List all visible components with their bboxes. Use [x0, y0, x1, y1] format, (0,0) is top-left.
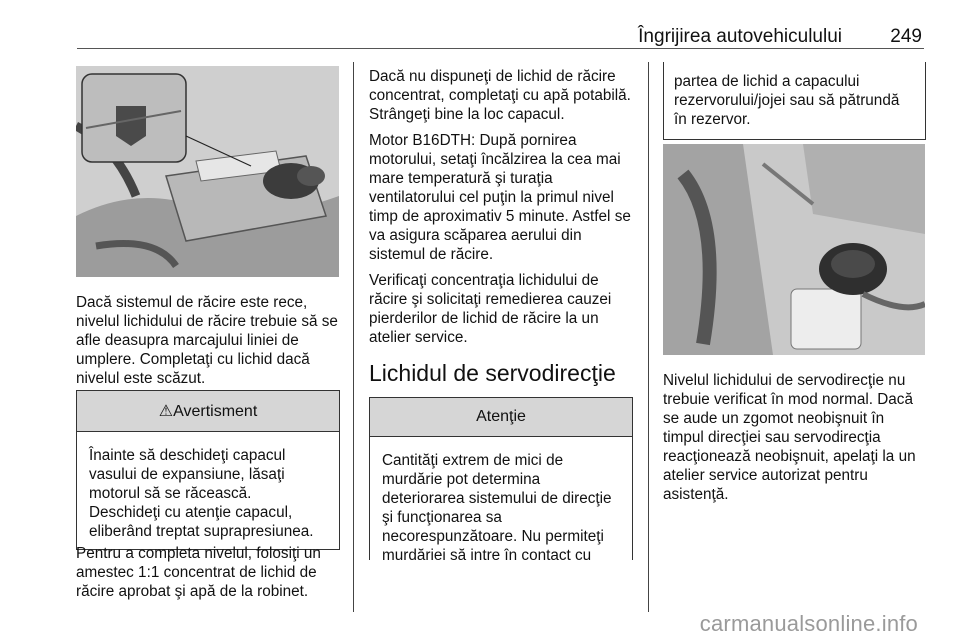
warning-body: Înainte să deschideţi capacul vasului de expansiune, lăsaţi motorul să se răcească. Deschideţi cu atenţie capacul, eliberând treptat suprapresiunea. [89, 447, 314, 540]
watermark: carmanualsonline.info [699, 611, 918, 636]
caution-box [369, 397, 633, 564]
power-steering-paragraph: Nivelul lichidului de servodirecţie nu trebuie verificat în mod normal. Dacă se aude un zgomot neobişnuit în timpul direcţiei sau servodirecţia reacţionează neobişnuit, apelaţi la un atelier service autorizat pentru asistenţă. [663, 372, 916, 503]
header-rule [77, 48, 924, 49]
power-steering-reservoir-photo [663, 144, 925, 355]
page-title: Îngrijirea autovehiculului [638, 26, 842, 47]
warning-box [76, 390, 340, 550]
caution-body: Cantităţi extrem de mici de murdărie pot determina deteriorarea sistemului de direcţie şi funcţionarea sa necorespunzătoare. Nu permiteţi murdăriei să intre în contact cu [382, 452, 612, 564]
coolant-mix-paragraph: Pentru a completa nivelul, folosiţi un amestec 1:1 concentrat de lichid de răcire aprobat şi apă de la robinet. [76, 545, 321, 600]
coolant-level-paragraph: Dacă sistemul de răcire este rece, nivelul lichidului de răcire trebuie să se afle deasupra marcajului liniei de umplere. Completaţi cu lichid dacă nivelul este scăzut. [76, 294, 338, 387]
warning-title: Avertisment [173, 403, 258, 420]
column-divider-1 [353, 62, 354, 612]
coolant-check-paragraph: Verificaţi concentraţia lichidului de răcire şi solicitaţi remedierea cauzei pierderilor de lichid de răcire la un atelier service. [369, 272, 612, 346]
engine-coolant-reservoir-photo [76, 66, 339, 277]
page-number: 249 [890, 26, 922, 47]
page-header [0, 14, 960, 46]
warning-icon: ⚠ [158, 403, 174, 420]
caution-continued-text: partea de lichid a capacului rezervorului/jojei sau să pătrundă în rezervor. [674, 73, 900, 128]
column-divider-2 [648, 62, 649, 612]
column-3-text [663, 371, 927, 511]
b16dth-paragraph: Motor B16DTH: După pornirea motorului, setaţi încălzirea la cea mai mare temperatură şi turaţia ventilatorului cel puţin la primul nivel timp de aproximativ 5 minute. Astfel se va asigura scăparea aerului din sistemul de răcire. [369, 132, 631, 263]
warning-header [77, 391, 339, 432]
water-refill-paragraph: Dacă nu dispuneţi de lichid de răcire concentrat, completaţi cu apă potabilă. Strângeţi bine la loc capacul. [369, 68, 631, 123]
caution-box-continued [663, 62, 926, 140]
power-steering-heading: Lichidul de servodirecţie [369, 360, 616, 386]
column-1-text [76, 293, 340, 395]
caution-header: Atenţie [370, 398, 632, 437]
column-2-text [369, 67, 634, 401]
column-1-bottom-text [76, 544, 342, 608]
